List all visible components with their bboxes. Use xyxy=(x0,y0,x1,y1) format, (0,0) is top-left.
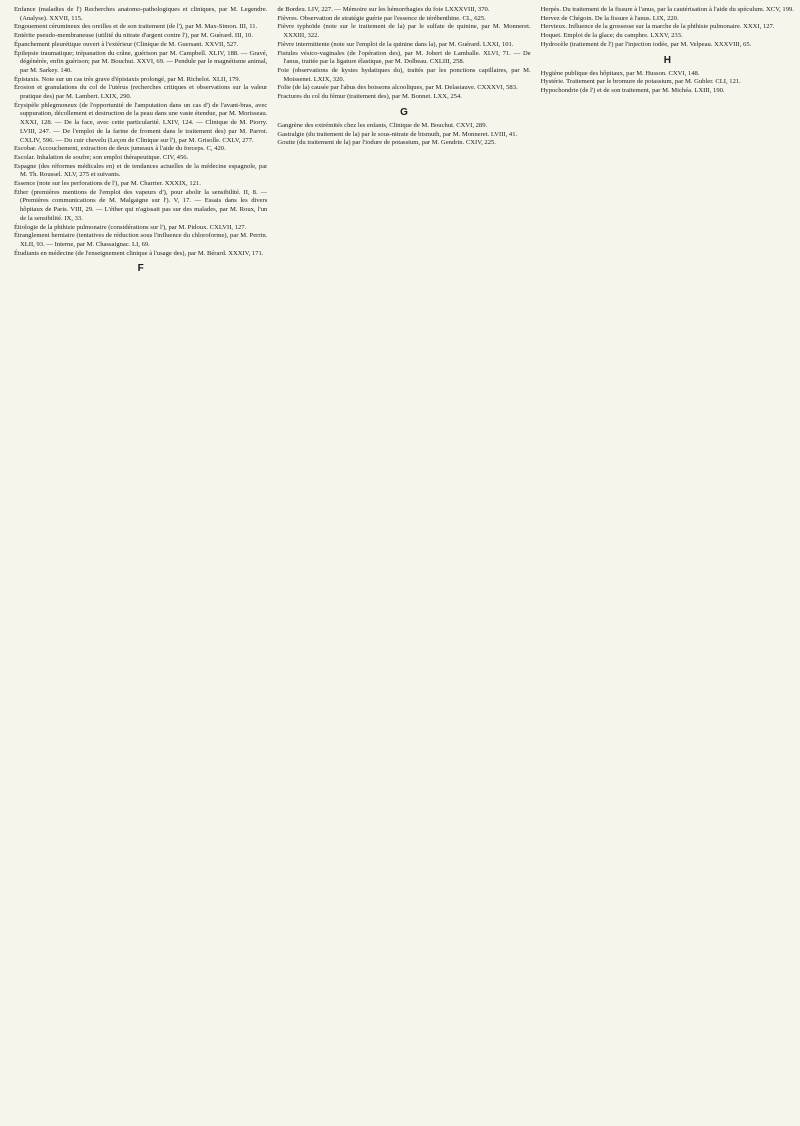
index-entry: Érysipèle phlegmoneux (de l'opportunité de l'amputation dans un cas d') de l'avant-bras, avec suppuration, décollement et destruction de la peau dans une vaste étendue, par M. Morisseau. XXXI, 128. — De la face, avec cette particularité. LXIV, 124. — Clinique de M. Piorry. LVIII, 247. — De l'emploi de la farine de froment dans le traitement des) par M. Parrot. CXLIV, 596. — Du cuir chevelu (Leçon de Clinique sur l'), par M. Grisolle. CXLV, 277. xyxy=(14,101,268,144)
index-entry: Espagne (des réformes médicales en) et de tendances actuelles de la médecine espagnole, par M. Th. Roussel. XLV, 275 et suivants. xyxy=(14,162,268,179)
index-entry: de Bordeu. LIV, 227. — Mémoire sur les hémorrhagies du foie LXXXVIII, 370. xyxy=(277,6,490,13)
index-entry: Foie (observations de kystes hydatiques du), traités par les ponctions capillaires, par M. Moissenet. LXIX, 320. xyxy=(277,66,531,83)
index-entry: Escolar. Inhalation de soufre; son emploi thérapeutique. CIV, 456. xyxy=(14,153,189,161)
column-2 xyxy=(277,6,530,1122)
column-1 xyxy=(14,6,267,1122)
index-entry: Érosion et granulations du col de l'utérus (recherches critiques et observations sur la valeur pratique des) par M. Lambert. LXIX, 290. xyxy=(14,84,268,101)
index-entry: Gastralgie (du traitement de la) par le sous-nitrate de bismuth, par M. Monneret. LVIII, 41. xyxy=(277,130,518,138)
index-entry: Hydrocèle (traitement de l') par l'injection iodée, par M. Velpeau. XXXVIII, 65. xyxy=(540,40,752,48)
index-entry: Fractures du col du fémur (traitement des), par M. Bonnet. LXX, 254. xyxy=(277,93,462,101)
index-entry: Fistules vésico-vaginales (de l'opération des), par M. Jobert de Lamballe. XLVI, 71. — De l'anus, traitée par la ligature élastique, par M. Dolbeau. CXLIII, 258. xyxy=(277,49,531,66)
index-entry: Hervez de Chégoin. De la fissure à l'anus. LIX, 220. xyxy=(540,14,679,22)
index-entry: Entérite pseudo-membraneuse (utilité du nitrate d'argent contre l'), par M. Guérard. III, 10. xyxy=(14,32,253,40)
index-entry: Épilepsie traumatique; trépanation du crâne, guérison par M. Campbell. XLIV, 188. — Gravé, dégénérée, enfin guérison; par M. Bouchut. XXVI, 69. — Pendule par le magnétisme animal, par M. Sarkey. 140. xyxy=(14,49,268,74)
index-entry: Gangrène des extrémités chez les enfants, Clinique de M. Bouchut. CXVI, 289. xyxy=(277,121,488,129)
index-entry: Folie (de la) causée par l'abus des boissons alcooliques, par M. Delasiauve. CXXXVI, 583. xyxy=(277,84,518,92)
index-entry: Hypochondrie (de l') et de son traitement, par M. Michéa. LXIII, 190. xyxy=(540,87,725,95)
index-entry: Fièvres. Observation de stratégie guérie par l'essence de térébenthine. CL, 625. xyxy=(277,14,486,22)
index-entry: Étranglement herniaire (tentatives de réduction sous l'influence du chloroforme), par M. Perrin. XLII, 93. — Interne, par M. Chassaignac. LI, 69. xyxy=(14,232,268,248)
index-entry: Étudiants en médecine (de l'enseignement clinique à l'usage des), par M. Bérard. XXXIV, 171. xyxy=(14,249,264,257)
column-3 xyxy=(541,6,794,1122)
index-entry: Hygiène publique des hôpitaux, par M. Husson. CXVI, 148. xyxy=(540,69,700,77)
index-entry: Herpès. Du traitement de la fissure à l'anus, par la cautérisation à l'aide du spéculum. XCV, 199. xyxy=(540,6,794,13)
index-entry: Escobar. Accouchement, extraction de deux jumeaux à l'aide du forceps. C, 420. xyxy=(14,145,226,153)
index-entry: Épanchement pleurétique ouvert à l'extérieur (Clinique de M. Guersant. XXVII, 527. xyxy=(14,40,239,48)
index-entry: Goutte (du traitement de la) par l'iodure de potassium, par M. Gendrin. CXIV, 225. xyxy=(277,139,496,147)
index-entry: Fièvre typhoïde (note sur le traitement de la) par le sulfate de quinine, par M. Monneret. XXXIII, 322. xyxy=(277,23,531,40)
index-entry: Essence (note sur les perforations de l'), par M. Charrier. XXXIX, 121. xyxy=(14,180,201,188)
section-letter-g: G xyxy=(400,106,408,118)
index-entry: Épistaxis. Note sur un cas très grave d'épistaxis prolongé, par M. Richelot. XLII, 179. xyxy=(14,75,241,83)
index-entry: Fièvre intermittente (note sur l'emploi de la quinine dans la), par M. Guérard. LXXI, 101. xyxy=(277,40,514,48)
section-letter-f: F xyxy=(137,263,144,275)
index-entry: Éther (premières mentions de l'emploi des vapeurs d'), pour abolir la sensibilité. II, 8. — (Premières communications de M. Malgaigne sur l'). V, 17. — Essais dans les divers hôpitaux de Paris. VIII, 29. — L'éther qui n'agissait pas sur des malades, par M. Roux, l'un de la sensibilité. IX, 33. xyxy=(14,188,268,222)
index-entry: Hystérie. Traitement par le bromure de potassium, par M. Gubler. CLI, 121. xyxy=(540,78,741,86)
index-entry: Étiologie de la phthisie pulmonaire (considérations sur l'), par M. Pidoux. CXLVII, 127. xyxy=(14,223,247,231)
section-letter-h: H xyxy=(663,54,671,66)
index-entry: Engouement cérumineux des oreilles et de son traitement (de l'), par M. Max-Simon. III, 11. xyxy=(14,23,258,31)
index-entry: Enfance (maladies de l') Recherches anatomo-pathologiques et cliniques, par M. Legendre. (Analyse). XXVII, 115. xyxy=(14,6,268,22)
index-entry: Hoquet. Emploi de la glace; du camphre. LXXV, 233. xyxy=(540,32,683,40)
index-entry: Hervieux. Influence de la grossesse sur la marche de la phthisie pulmonaire. XXXI, 127. xyxy=(540,23,775,31)
